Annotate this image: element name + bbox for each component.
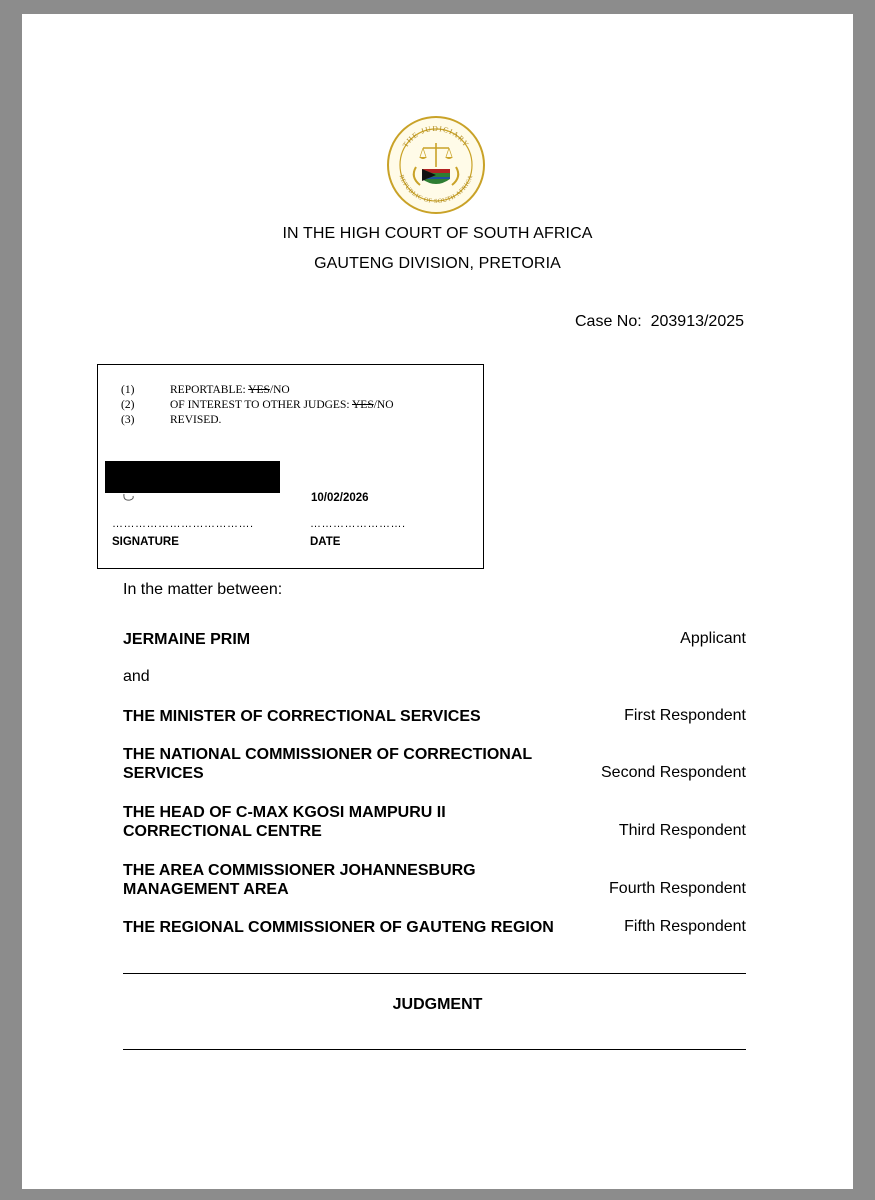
respondent-role: Third Respondent [618, 822, 746, 839]
date-label: DATE [310, 536, 341, 548]
case-number-label: Case No: [575, 313, 642, 330]
case-number-value: 203913/2025 [650, 313, 745, 330]
case-number [575, 313, 744, 331]
respondent-name: THE HEAD OF C-MAX KGOSI MAMPURU II CORRECTIONAL CENTRE [123, 804, 446, 840]
respondent-role: First Respondent [624, 707, 746, 724]
court-name: IN THE HIGH COURT OF SOUTH AFRICA [282, 225, 593, 242]
signature-scribble [122, 491, 142, 503]
svg-text:REPUBLIC OF SOUTH AFRICA: REPUBLIC OF SOUTH AFRICA [397, 173, 475, 206]
matter-intro: In the matter between: [123, 581, 283, 598]
respondent-role: Fifth Respondent [624, 918, 746, 935]
document-page [22, 14, 853, 1189]
respondent-name: THE REGIONAL COMMISSIONER OF GAUTENG REGION [123, 919, 554, 936]
judiciary-seal [386, 115, 486, 215]
signature-line: ………………………………. [112, 518, 254, 530]
applicant-name: JERMAINE PRIM [123, 631, 251, 648]
signature-label: SIGNATURE [112, 536, 179, 548]
respondent-name: THE AREA COMMISSIONER JOHANNESBURG MANAGEMENT AREA [123, 862, 476, 898]
divider-bottom [123, 1049, 746, 1050]
judgment-heading: JUDGMENT [392, 996, 483, 1013]
struck-yes: YES [248, 384, 270, 396]
struck-yes: YES [352, 399, 374, 411]
respondent-name: THE NATIONAL COMMISSIONER OF CORRECTIONAL SERVICES [123, 746, 532, 782]
applicant-role: Applicant [680, 630, 746, 647]
divider-top [123, 973, 746, 974]
court-division: GAUTENG DIVISION, PRETORIA [314, 255, 561, 272]
reportability-box: (1) REPORTABLE: YES/NO (2) OF INTEREST TO OTHER JUDGES: YES/NO (3) REVISED. 10/02/2026 ………………………………. ……………………. SIGNATURE DATE [97, 364, 484, 569]
and-separator: and [123, 668, 150, 685]
respondent-name: THE MINISTER OF CORRECTIONAL SERVICES [123, 708, 481, 725]
respondent-role: Fourth Respondent [609, 880, 746, 897]
redacted-signature [105, 461, 280, 493]
date-line: ……………………. [310, 518, 406, 530]
svg-text:THE JUDICIARY: THE JUDICIARY [400, 123, 472, 150]
respondent-role: Second Respondent [601, 764, 746, 781]
judgment-date: 10/02/2026 [311, 492, 369, 504]
